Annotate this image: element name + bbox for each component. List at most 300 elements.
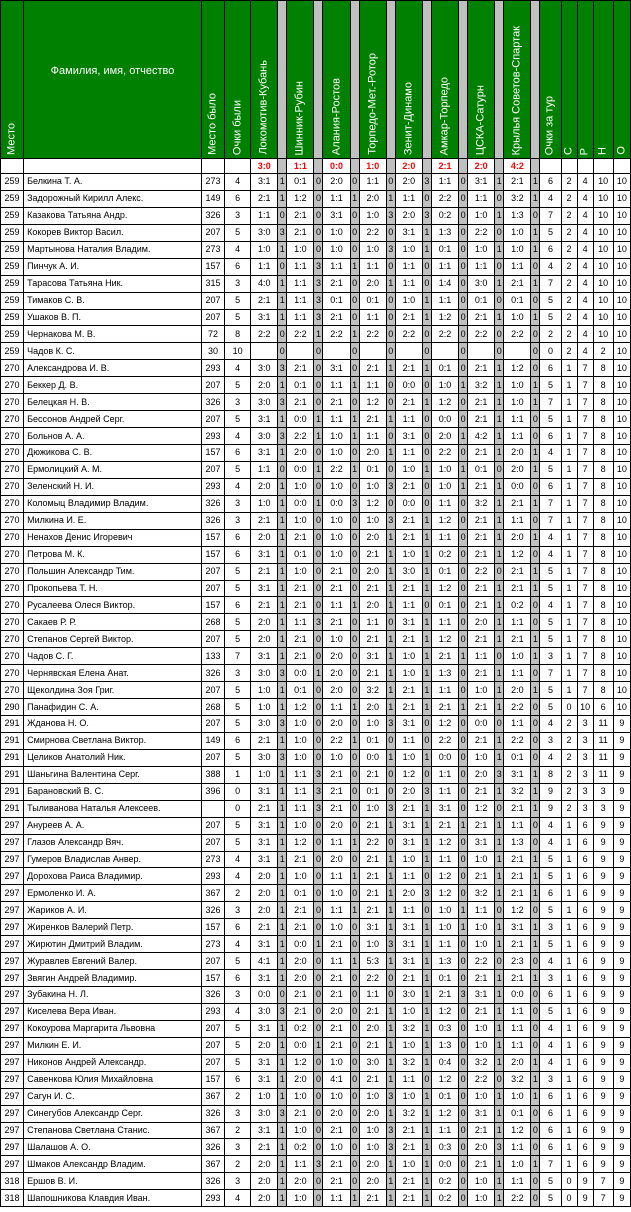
c-count-cell: 0 xyxy=(561,699,577,716)
pred-cell: 1:1 xyxy=(504,665,531,682)
pred-cell: 3:1 xyxy=(251,1071,278,1088)
pred-cell: 2:0 xyxy=(251,1173,278,1190)
pred-cell: 2:2 xyxy=(287,428,314,445)
pred-cell: 2:1 xyxy=(251,1139,278,1156)
c-count-cell: 1 xyxy=(561,851,577,868)
prev-points-cell: 4 xyxy=(225,360,251,377)
pred-cell: 0:2 xyxy=(287,1020,314,1037)
pred-cell: 1:0 xyxy=(359,716,386,733)
pred-cell: 1:1 xyxy=(395,258,422,275)
pred-cell: 0:2 xyxy=(431,546,458,563)
pred-points-cell: 1 xyxy=(386,817,395,834)
o-count-cell: 10 xyxy=(613,377,630,394)
tour-points-cell: 7 xyxy=(540,512,561,529)
pred-cell: 1:2 xyxy=(287,1054,314,1071)
prev-place-cell: 149 xyxy=(201,732,224,749)
pred-points-cell: 1 xyxy=(278,445,287,462)
r-count-cell: 6 xyxy=(577,919,593,936)
pred-cell: 2:0 xyxy=(323,174,350,191)
pred-cell: 1:2 xyxy=(431,868,458,885)
n-count-cell: 9 xyxy=(593,953,613,970)
pred-cell: 2:1 xyxy=(468,394,495,411)
pred-points-cell: 0 xyxy=(531,1173,540,1190)
pred-points-cell: 1 xyxy=(459,428,468,445)
n-count-cell: 8 xyxy=(593,597,613,614)
pred-cell: 1:3 xyxy=(431,953,458,970)
table-row xyxy=(1,1054,631,1071)
pred-points-cell: 1 xyxy=(495,309,504,326)
pred-points-cell: 3 xyxy=(386,800,395,817)
r-count-cell: 7 xyxy=(577,631,593,648)
prev-points-cell: 6 xyxy=(225,529,251,546)
pred-points-cell: 1 xyxy=(495,1088,504,1105)
pred-cell: 3:2 xyxy=(359,682,386,699)
n-count-cell: 9 xyxy=(593,919,613,936)
pred-points-cell: 1 xyxy=(278,512,287,529)
pred-points-cell: 0 xyxy=(314,190,323,207)
o-count-cell: 10 xyxy=(613,699,630,716)
pred-cell: 1:0 xyxy=(431,902,458,919)
pred-points-cell: 0 xyxy=(459,495,468,512)
pred-cell: 1:1 xyxy=(323,377,350,394)
r-count-cell: 6 xyxy=(577,834,593,851)
r-count-cell: 6 xyxy=(577,987,593,1004)
pred-cell: 1:1 xyxy=(395,1071,422,1088)
actual-score: 3:0 xyxy=(251,159,278,174)
pred-points-cell: 0 xyxy=(350,766,359,783)
pred-points-cell: 0 xyxy=(531,732,540,749)
pred-cell: 0:0 xyxy=(431,749,458,766)
pred-cell: 1:0 xyxy=(323,749,350,766)
place-cell: 270 xyxy=(1,546,24,563)
pred-points-cell: 1 xyxy=(278,1190,287,1207)
prev-place-cell: 207 xyxy=(201,817,224,834)
pred-points-cell: 0 xyxy=(314,631,323,648)
place-cell: 297 xyxy=(1,919,24,936)
place-cell: 297 xyxy=(1,1003,24,1020)
pred-points-cell: 0 xyxy=(459,885,468,902)
n-count-cell: 10 xyxy=(593,309,613,326)
pred-cell: 2:2 xyxy=(468,1071,495,1088)
pred-cell: 1:4 xyxy=(431,275,458,292)
pred-points-cell: 1 xyxy=(531,1054,540,1071)
pred-cell: 1:1 xyxy=(287,309,314,326)
o-count-cell: 9 xyxy=(613,716,630,733)
pred-cell: 1:0 xyxy=(323,428,350,445)
tour-points-cell: 2 xyxy=(540,326,561,343)
pred-points-cell: 1 xyxy=(531,495,540,512)
pred-points-cell: 0 xyxy=(314,1088,323,1105)
pred-points-cell: 0 xyxy=(314,529,323,546)
r-count-cell: 4 xyxy=(577,241,593,258)
tour-points-cell: 6 xyxy=(540,241,561,258)
r-count-cell: 4 xyxy=(577,326,593,343)
pred-points-cell: 1 xyxy=(314,326,323,343)
pred-points-cell: 0 xyxy=(350,648,359,665)
pred-cell: 2:1 xyxy=(359,885,386,902)
place-cell: 297 xyxy=(1,1088,24,1105)
prev-place-cell: 326 xyxy=(201,1105,224,1122)
pred-cell: 1:1 xyxy=(468,648,495,665)
prev-place-cell: 157 xyxy=(201,529,224,546)
pred-cell: 0:2 xyxy=(431,1190,458,1207)
o-count-cell: 9 xyxy=(613,953,630,970)
c-count-cell: 2 xyxy=(561,343,577,360)
pred-points-cell: 1 xyxy=(278,817,287,834)
pred-points-cell: 1 xyxy=(495,478,504,495)
pred-cell: 1:0 xyxy=(359,478,386,495)
pred-points-cell: 0 xyxy=(459,716,468,733)
prev-points-cell: 2 xyxy=(225,1088,251,1105)
pred-points-cell: 1 xyxy=(459,377,468,394)
pred-points-cell: 1 xyxy=(495,1122,504,1139)
table-row xyxy=(1,1088,631,1105)
pred-cell: 2:2 xyxy=(359,970,386,987)
prev-place-cell: 326 xyxy=(201,495,224,512)
pred-points-cell: 0 xyxy=(531,207,540,224)
pred-cell: 1:0 xyxy=(287,732,314,749)
pred-points-cell: 1 xyxy=(350,953,359,970)
pred-points-cell: 0 xyxy=(386,224,395,241)
pred-points-cell: 1 xyxy=(531,648,540,665)
pred-cell: 2:0 xyxy=(251,1156,278,1173)
pred-cell: 1:0 xyxy=(359,207,386,224)
prev-points-cell: 4 xyxy=(225,1190,251,1207)
match-header: ЦСКА-Сатурн xyxy=(468,1,495,159)
pred-points-cell: 0 xyxy=(531,546,540,563)
n-count-cell: 9 xyxy=(593,902,613,919)
pred-points-cell: 0 xyxy=(422,716,431,733)
prev-place-cell: 367 xyxy=(201,1156,224,1173)
pred-cell: 0:0 xyxy=(287,1037,314,1054)
prev-points-cell: 5 xyxy=(225,631,251,648)
pred-points-cell: 0 xyxy=(459,411,468,428)
prev-points-cell: 2 xyxy=(225,885,251,902)
pred-cell: 3:1 xyxy=(359,919,386,936)
pred-cell: 2:0 xyxy=(468,1139,495,1156)
n-count-cell: 8 xyxy=(593,665,613,682)
pred-cell: 1:1 xyxy=(323,699,350,716)
place-cell: 297 xyxy=(1,1020,24,1037)
pred-cell: 3:1 xyxy=(395,919,422,936)
pred-cell xyxy=(504,343,531,360)
o-count-cell: 9 xyxy=(613,902,630,919)
pred-cell: 1:0 xyxy=(468,1020,495,1037)
c-count-cell: 2 xyxy=(561,800,577,817)
pred-cell: 2:1 xyxy=(468,512,495,529)
pred-cell: 2:0 xyxy=(359,445,386,462)
pred-points-cell: 0 xyxy=(386,309,395,326)
pred-points-cell: 0 xyxy=(422,1071,431,1088)
pred-points-cell: 1 xyxy=(278,699,287,716)
pred-points-cell: 0 xyxy=(314,546,323,563)
pred-points-cell: 0 xyxy=(350,614,359,631)
c-count-cell: 0 xyxy=(561,1173,577,1190)
n-count-cell: 8 xyxy=(593,478,613,495)
pred-points-cell: 0 xyxy=(386,394,395,411)
pred-cell: 3:0 xyxy=(251,394,278,411)
pred-cell: 2:2 xyxy=(504,732,531,749)
prev-points-cell: 3 xyxy=(225,902,251,919)
pred-cell: 3:0 xyxy=(251,1003,278,1020)
pred-cell: 2:0 xyxy=(359,275,386,292)
pred-points-cell: 3 xyxy=(422,207,431,224)
pred-points-cell: 1 xyxy=(350,461,359,478)
tour-points-cell: 3 xyxy=(540,648,561,665)
pred-points-cell: 0 xyxy=(386,834,395,851)
table-row xyxy=(1,614,631,631)
prev-place-cell: 207 xyxy=(201,1020,224,1037)
pred-points-cell: 0 xyxy=(350,292,359,309)
o-count-cell: 10 xyxy=(613,190,630,207)
pred-cell: 2:1 xyxy=(431,817,458,834)
pred-cell: 2:2 xyxy=(504,699,531,716)
c-count-cell: 0 xyxy=(561,1190,577,1207)
pred-cell: 0:2 xyxy=(287,1139,314,1156)
tour-points-cell: 9 xyxy=(540,783,561,800)
pred-points-cell: 3 xyxy=(278,360,287,377)
prev-place-cell: 367 xyxy=(201,1122,224,1139)
pred-cell: 2:3 xyxy=(504,953,531,970)
pred-cell: 2:1 xyxy=(468,631,495,648)
tour-points-cell: 5 xyxy=(540,224,561,241)
prev-place-header: Место было xyxy=(201,1,224,159)
pred-cell: 1:0 xyxy=(287,817,314,834)
pred-points-cell: 1 xyxy=(495,783,504,800)
pred-cell: 1:0 xyxy=(287,716,314,733)
pred-cell: 1:0 xyxy=(323,546,350,563)
pred-cell: 1:1 xyxy=(359,428,386,445)
pred-cell: 1:0 xyxy=(468,749,495,766)
c-count-cell: 1 xyxy=(561,1071,577,1088)
tour-points-cell: 4 xyxy=(540,953,561,970)
n-count-cell: 9 xyxy=(593,851,613,868)
pred-cell: 2:1 xyxy=(395,631,422,648)
pred-points-cell: 0 xyxy=(350,343,359,360)
actual-score: 2:0 xyxy=(395,159,422,174)
pred-cell: 3:1 xyxy=(251,648,278,665)
pred-cell: 1:0 xyxy=(251,1088,278,1105)
pred-points-cell: 0 xyxy=(459,241,468,258)
pred-cell: 1:1 xyxy=(431,1122,458,1139)
place-cell: 297 xyxy=(1,936,24,953)
pred-points-cell: 1 xyxy=(422,394,431,411)
c-count-cell: 1 xyxy=(561,461,577,478)
name-cell: Александрова И. В. xyxy=(24,360,202,377)
pred-cell: 1:1 xyxy=(431,258,458,275)
pred-points-cell: 1 xyxy=(278,834,287,851)
pred-points-cell: 1 xyxy=(495,529,504,546)
pred-cell: 1:1 xyxy=(287,275,314,292)
c-count-cell: 1 xyxy=(561,817,577,834)
pred-points-cell: 1 xyxy=(531,919,540,936)
pred-cell: 2:0 xyxy=(287,1071,314,1088)
pred-points-cell: 0 xyxy=(314,512,323,529)
place-cell: 259 xyxy=(1,292,24,309)
pred-cell: 1:1 xyxy=(395,275,422,292)
pred-points-cell: 0 xyxy=(459,1139,468,1156)
pred-points-cell: 0 xyxy=(459,360,468,377)
pred-points-cell: 0 xyxy=(459,614,468,631)
pred-points-cell: 0 xyxy=(422,597,431,614)
prev-place-cell: 207 xyxy=(201,461,224,478)
pred-points-cell: 0 xyxy=(314,953,323,970)
r-count-cell: 4 xyxy=(577,174,593,191)
pred-points-cell: 1 xyxy=(314,495,323,512)
prev-points-cell: 3 xyxy=(225,207,251,224)
pred-points-cell: 1 xyxy=(278,241,287,258)
table-row xyxy=(1,868,631,885)
name-cell: Пинчук А. И. xyxy=(24,258,202,275)
pred-points-cell: 1 xyxy=(495,512,504,529)
pred-cell: 3:2 xyxy=(468,1054,495,1071)
pred-points-cell: 1 xyxy=(459,919,468,936)
pred-cell: 2:2 xyxy=(395,326,422,343)
table-row xyxy=(1,1020,631,1037)
pred-points-cell: 3 xyxy=(314,309,323,326)
actual-score: 0:0 xyxy=(323,159,350,174)
pred-cell: 2:1 xyxy=(468,411,495,428)
o-header: О xyxy=(613,1,630,159)
pred-points-cell: 1 xyxy=(495,885,504,902)
pred-cell: 0:0 xyxy=(431,411,458,428)
o-count-cell: 9 xyxy=(613,1190,630,1207)
prev-points-cell: 3 xyxy=(225,512,251,529)
pred-cell: 3:2 xyxy=(395,1054,422,1071)
prev-place-cell: 207 xyxy=(201,682,224,699)
match-header: Шинник-Рубин xyxy=(287,1,314,159)
pred-cell: 2:1 xyxy=(287,631,314,648)
pred-cell: 2:1 xyxy=(395,800,422,817)
tour-points-cell: 9 xyxy=(540,800,561,817)
prev-points-cell: 10 xyxy=(225,343,251,360)
name-cell: Сакаев Р. Р. xyxy=(24,614,202,631)
pred-cell: 2:0 xyxy=(395,207,422,224)
pred-cell: 2:1 xyxy=(359,665,386,682)
pred-points-cell: 0 xyxy=(386,614,395,631)
c-count-cell: 2 xyxy=(561,207,577,224)
pred-cell: 1:0 xyxy=(287,1088,314,1105)
pred-cell: 2:1 xyxy=(359,817,386,834)
table-row xyxy=(1,309,631,326)
pred-cell: 1:0 xyxy=(504,224,531,241)
pred-cell xyxy=(323,343,350,360)
c-count-cell: 2 xyxy=(561,309,577,326)
pred-points-cell: 1 xyxy=(386,682,395,699)
n-count-cell: 9 xyxy=(593,1003,613,1020)
pred-cell: 2:1 xyxy=(504,885,531,902)
pred-points-cell: 0 xyxy=(459,953,468,970)
pred-points-cell: 3 xyxy=(386,936,395,953)
pred-points-cell: 1 xyxy=(495,1054,504,1071)
pred-cell: 3:1 xyxy=(468,1105,495,1122)
pred-points-cell: 3 xyxy=(314,614,323,631)
points-header: Очки были xyxy=(225,1,251,159)
name-cell: Панафидин С. А. xyxy=(24,699,202,716)
c-count-cell: 1 xyxy=(561,546,577,563)
pred-points-cell: 1 xyxy=(495,1173,504,1190)
pred-points-cell: 0 xyxy=(314,699,323,716)
prev-place-cell: 157 xyxy=(201,919,224,936)
n-count-cell: 8 xyxy=(593,360,613,377)
pred-points-cell: 1 xyxy=(278,275,287,292)
pred-cell: 2:0 xyxy=(251,478,278,495)
pred-cell: 2:2 xyxy=(468,326,495,343)
pred-points-cell: 0 xyxy=(350,563,359,580)
pred-cell: 2:1 xyxy=(504,868,531,885)
prev-points-cell: 3 xyxy=(225,665,251,682)
table-row xyxy=(1,970,631,987)
place-cell: 291 xyxy=(1,783,24,800)
pred-points-cell: 0 xyxy=(314,394,323,411)
pred-cell: 3:1 xyxy=(251,580,278,597)
pred-cell: 3:1 xyxy=(251,445,278,462)
n-count-cell: 9 xyxy=(593,1122,613,1139)
pred-cell: 2:1 xyxy=(323,766,350,783)
prev-points-cell: 4 xyxy=(225,478,251,495)
place-cell: 297 xyxy=(1,851,24,868)
pred-points-cell: 3 xyxy=(386,241,395,258)
prev-points-cell: 2 xyxy=(225,1156,251,1173)
pred-cell: 1:1 xyxy=(287,800,314,817)
n-header: Н xyxy=(593,1,613,159)
pred-points-cell: 0 xyxy=(386,377,395,394)
r-count-cell: 6 xyxy=(577,953,593,970)
pred-cell: 2:1 xyxy=(323,970,350,987)
pred-points-cell: 1 xyxy=(386,529,395,546)
pred-cell: 3:1 xyxy=(468,174,495,191)
pred-cell: 2:0 xyxy=(359,699,386,716)
pred-cell: 2:1 xyxy=(468,529,495,546)
pred-cell xyxy=(468,343,495,360)
pred-cell: 2:1 xyxy=(323,309,350,326)
pred-cell: 2:1 xyxy=(468,580,495,597)
tour-points-cell: 4 xyxy=(540,749,561,766)
c-count-cell: 1 xyxy=(561,478,577,495)
pred-cell: 1:0 xyxy=(468,1037,495,1054)
pred-points-cell: 0 xyxy=(314,834,323,851)
place-cell: 297 xyxy=(1,817,24,834)
pred-cell: 2:1 xyxy=(395,394,422,411)
pred-cell: 0:0 xyxy=(287,411,314,428)
place-cell: 259 xyxy=(1,309,24,326)
pred-cell xyxy=(395,343,422,360)
place-cell: 291 xyxy=(1,732,24,749)
pred-cell: 2:1 xyxy=(395,478,422,495)
pred-points-cell: 3 xyxy=(278,428,287,445)
tour-points-cell: 5 xyxy=(540,868,561,885)
pred-points-cell: 1 xyxy=(386,546,395,563)
pred-points-cell: 0 xyxy=(314,1122,323,1139)
pred-points-cell: 1 xyxy=(278,1037,287,1054)
prev-points-cell: 5 xyxy=(225,1054,251,1071)
pred-cell: 2:1 xyxy=(323,563,350,580)
o-count-cell: 9 xyxy=(613,1122,630,1139)
o-count-cell: 9 xyxy=(613,783,630,800)
pred-cell: 1:1 xyxy=(359,377,386,394)
n-count-cell: 11 xyxy=(593,766,613,783)
pred-points-cell: 1 xyxy=(495,817,504,834)
prev-points-cell: 5 xyxy=(225,682,251,699)
prev-points-cell: 6 xyxy=(225,919,251,936)
prev-points-cell: 0 xyxy=(225,783,251,800)
prev-points-cell: 5 xyxy=(225,699,251,716)
pred-cell: 1:0 xyxy=(504,241,531,258)
pred-points-cell: 0 xyxy=(314,682,323,699)
n-count-cell: 9 xyxy=(593,1088,613,1105)
pred-points-cell: 1 xyxy=(278,902,287,919)
pred-cell: 0:1 xyxy=(287,682,314,699)
